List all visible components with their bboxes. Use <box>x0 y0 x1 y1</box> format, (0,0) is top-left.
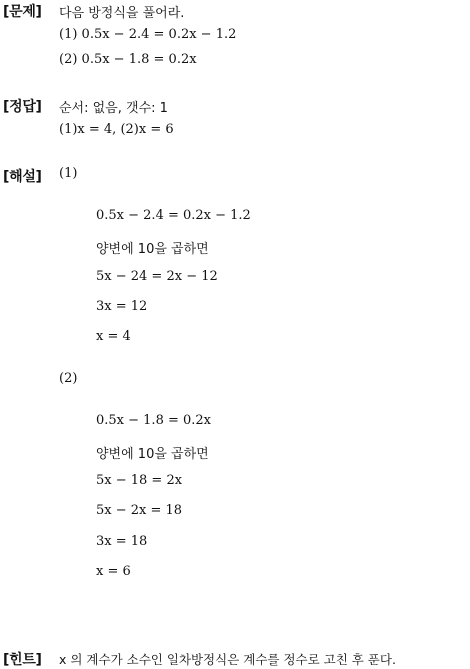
solution-tag: [해설] <box>3 169 42 185</box>
solution-part2-step-1: 0.5x − 1.8 = 0.2x <box>96 413 212 428</box>
solution-part1-step-3: 5x − 24 = 2x − 12 <box>96 269 218 284</box>
problem-tag: [문제] <box>3 4 42 20</box>
answer-line-1: 순서: 없음, 갯수: 1 <box>59 101 168 116</box>
hint-tag: [힌트] <box>3 652 42 668</box>
solution-part1-step-4: 3x = 12 <box>96 299 148 314</box>
solution-part1-label: (1) <box>59 166 78 181</box>
hint-text: x 의 계수가 소수인 일차방정식은 계수를 정수로 고친 후 푼다. <box>59 652 396 667</box>
solution-part2-step-5: 3x = 18 <box>96 534 148 549</box>
solution-part2-label: (2) <box>59 371 78 386</box>
answer-tag: [정답] <box>3 99 42 115</box>
problem-prompt: 다음 방정식을 풀어라. <box>59 6 185 21</box>
solution-part2-step-6: x = 6 <box>96 564 131 579</box>
problem-item-2: (2) 0.5x − 1.8 = 0.2x <box>59 52 197 67</box>
solution-part2-step-2: 양변에 10을 곱하면 <box>96 447 209 462</box>
solution-part2-step-3: 5x − 18 = 2x <box>96 473 183 488</box>
problem-item-1: (1) 0.5x − 2.4 = 0.2x − 1.2 <box>59 27 237 42</box>
solution-part1-step-5: x = 4 <box>96 329 131 344</box>
solution-part1-step-1: 0.5x − 2.4 = 0.2x − 1.2 <box>96 208 251 223</box>
answer-line-2: (1)x = 4, (2)x = 6 <box>59 122 174 137</box>
solution-part2-step-4: 5x − 2x = 18 <box>96 503 183 518</box>
solution-part1-step-2: 양변에 10을 곱하면 <box>96 242 209 257</box>
